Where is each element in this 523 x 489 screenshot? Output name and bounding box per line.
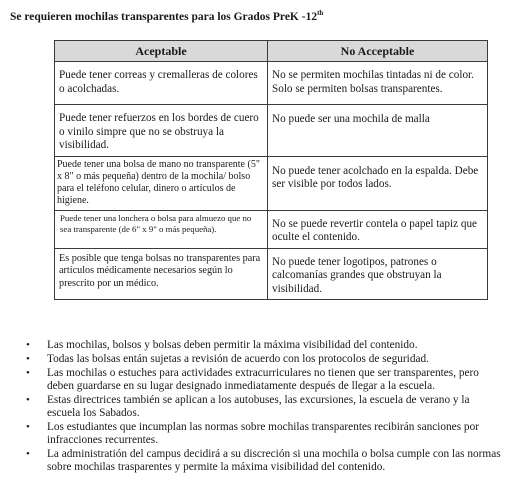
bullet-icon: • — [26, 353, 30, 365]
not-acceptable-cell: No puede tener logotipos, patrones o calcomanías grandes que obstruyan la visibilidad. — [268, 248, 488, 300]
note-text: Estas directrices también se aplican a los autobuses, las excursiones, la escuela de verano y la escuela los Sabados. — [47, 394, 470, 419]
bullet-icon: • — [26, 339, 30, 351]
table-row — [55, 210, 488, 248]
not-acceptable-cell: No puede ser una mochila de malla — [268, 105, 488, 157]
list-item — [24, 394, 504, 420]
list-item — [24, 421, 504, 447]
bullet-icon: • — [26, 394, 30, 406]
header-acceptable: Aceptable — [55, 41, 268, 62]
not-acceptable-cell: No se puede revertir contela o papel tapiz que oculte el contenido. — [268, 210, 488, 248]
note-text: La administratión del campus decidirá a su discreción si una mochila o bolsa cumple con las normas sobre mochilas trasparentes y permite la máxima visibilidad del contenido. — [47, 448, 501, 473]
list-item — [24, 367, 504, 393]
page-title-text: Se requieren mochilas transparentes para los Grados PreK -12 — [10, 11, 318, 23]
note-text: Las mochilas, bolsos y bolsas deben permitir la máxima visibilidad del contenido. — [47, 339, 418, 351]
page-title-superscript: th — [317, 9, 324, 17]
list-item — [24, 339, 504, 352]
bullet-icon: • — [26, 421, 30, 433]
acceptable-cell: Puede tener una bolsa de mano no transparente (5" x 8" o más pequeña) dentro de la mochila/ bolso para el teléfono celular, dinero o artículos de higiene. — [55, 156, 268, 210]
table-row — [55, 105, 488, 157]
acceptable-cell: Puede tener una lonchera o bolsa para almuezo que no sea transparente (de 6" x 9" o más pequeña). — [55, 210, 268, 248]
not-acceptable-cell: No se permiten mochilas tintadas ni de color. Solo se permiten bolsas transparentes. — [268, 62, 488, 105]
bullet-icon: • — [26, 367, 30, 379]
acceptable-cell: Puede tener correas y cremalleras de colores o acolchadas. — [55, 62, 268, 105]
not-acceptable-cell: No puede tener acolchado en la espalda. Debe ser visible por todos lados. — [268, 156, 488, 210]
table-row — [55, 248, 488, 300]
bullet-icon: • — [26, 448, 30, 460]
table-row — [55, 62, 488, 105]
acceptable-cell: Puede tener refuerzos en los bordes de cuero o vinilo simpre que no se obstruya la visibilidad. — [55, 105, 268, 157]
acceptable-cell: Es posible que tenga bolsas no transparentes para artículos médicamente necesarios según lo prescrito por un médico. — [55, 248, 268, 300]
backpack-rules-table — [54, 40, 488, 300]
note-text: Los estudiantes que incumplan las normas sobre mochilas transparentes recibirán sanciones por infracciones recurrentes. — [47, 421, 479, 446]
list-item — [24, 353, 504, 366]
note-text: Todas las bolsas entán sujetas a revisión de acuerdo con los protocolos de seguridad. — [47, 353, 429, 365]
header-not-acceptable: No Acceptable — [268, 41, 488, 62]
notes-list — [24, 339, 504, 475]
note-text: Las mochilas o estuches para actividades extracurriculares no tienen que ser transparentes, pero deben guardarse en su lugar designado inmediatamente después de llegar a la escuela. — [47, 367, 479, 392]
page-title — [10, 9, 323, 23]
table-header-row — [55, 41, 488, 62]
table-row — [55, 156, 488, 210]
list-item — [24, 448, 504, 474]
